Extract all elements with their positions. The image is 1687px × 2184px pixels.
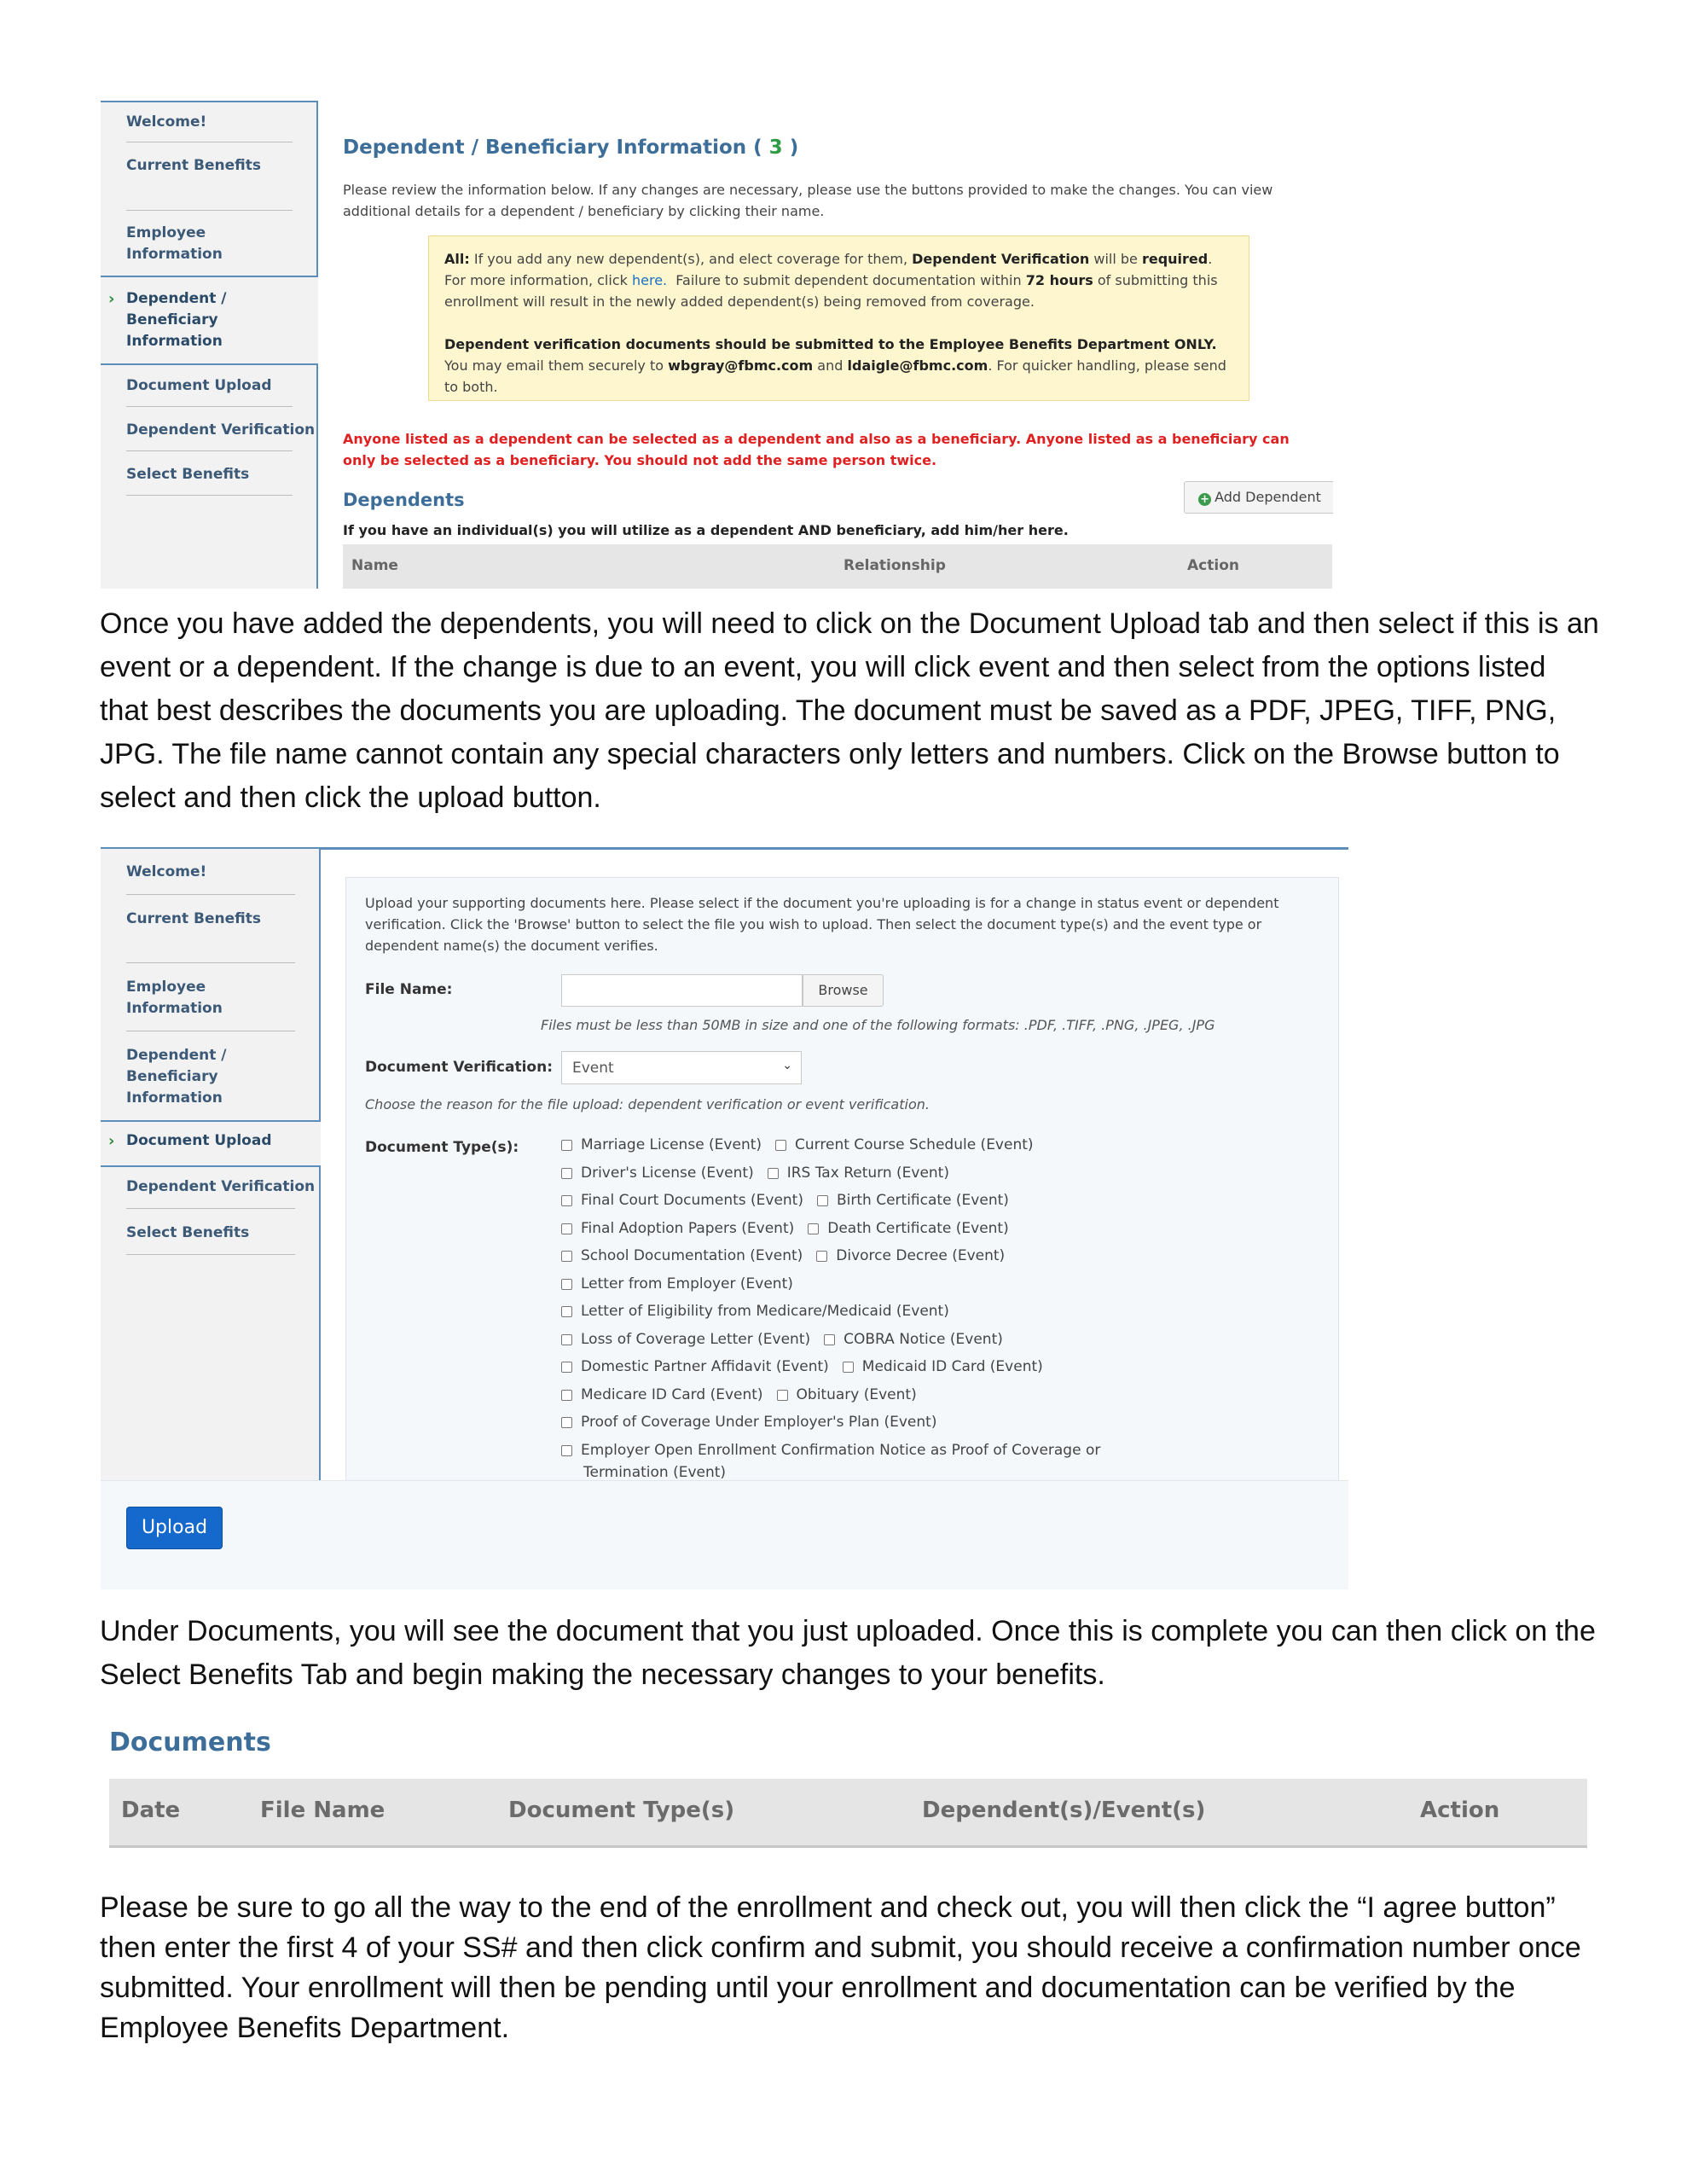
document-type-label: Current Course Schedule (Event) [795, 1136, 1034, 1153]
notice-text: and [817, 357, 844, 374]
column-header-action: Action [1420, 1798, 1500, 1823]
notice-text: If you add any new dependent(s), and elect coverage for them, [473, 251, 908, 267]
checkbox[interactable] [561, 1140, 572, 1151]
notice-bold: required [1141, 251, 1209, 267]
checkbox[interactable] [561, 1195, 572, 1206]
notice-text: . For more information, click [444, 251, 1213, 288]
document-type-option[interactable] [561, 1358, 829, 1375]
document-verification-hint: Choose the reason for the file upload: dependent verification or event verification. [365, 1096, 930, 1112]
document-verification-label: Document Verification: [365, 1059, 554, 1076]
upload-button[interactable]: Upload [126, 1507, 223, 1549]
upload-form-panel [345, 877, 1339, 1480]
sidebar-item-dependent-beneficiary[interactable]: Dependent / Beneficiary Information [126, 290, 227, 350]
sidebar-item-document-upload[interactable]: Document Upload [126, 377, 272, 394]
column-header-date: Date [121, 1798, 181, 1823]
document-type-row [561, 1136, 1047, 1153]
checkbox[interactable] [561, 1306, 572, 1317]
sidebar-item-dependent-beneficiary[interactable]: Dependent / Beneficiary Information [126, 1047, 227, 1107]
notice-paragraph-1 [444, 248, 1233, 312]
document-type-row [561, 1275, 807, 1292]
email-1: wbgray@fbmc.com [668, 357, 814, 374]
document-type-option[interactable] [561, 1442, 1100, 1459]
checkbox[interactable] [561, 1168, 572, 1179]
document-type-option[interactable] [775, 1136, 1034, 1153]
document-upload-screenshot [101, 847, 1348, 1589]
instruction-paragraph-1: Once you have added the dependents, you will need to click on the Document Upload tab and then select if this is an event or a dependent. If the change is due to an event, you will click event and then select from the options listed that best describes the documents you are uploading. The document must be saved as a PDF, JPEG, TIFF, PNG, JPG. The file name cannot contain any special characters only letters and numbers. Click on the Browse button to select and then click the upload button. [100, 607, 1599, 814]
notice-text: You may email them securely to [444, 357, 664, 374]
document-type-label: Proof of Coverage Under Employer's Plan (Event) [581, 1414, 937, 1431]
notice-paragraph-2 [444, 334, 1233, 398]
page-title-text: Dependent / Beneficiary Information ( [343, 136, 762, 159]
checkbox[interactable] [808, 1223, 819, 1234]
document-type-option[interactable] [561, 1386, 763, 1403]
notice-text: Failure to submit dependent documentation within [675, 272, 1022, 288]
sidebar-item-select-benefits[interactable]: Select Benefits [126, 1224, 250, 1241]
email-2: ldaigle@fbmc.com [847, 357, 988, 374]
document-type-option[interactable] [561, 1275, 793, 1292]
column-header-dependents-events: Dependent(s)/Event(s) [922, 1798, 1206, 1823]
column-header-name: Name [351, 557, 398, 574]
divider [126, 1254, 295, 1255]
document-type-option[interactable] [561, 1220, 794, 1237]
dependent-warning: Anyone listed as a dependent can be selected as a dependent and also as a beneficiary. Anyone listed as a beneficiary can only be selected as a beneficiary. You should not add the same person twice. [343, 431, 1290, 468]
document-type-label: Employer Open Enrollment Confirmation Notice as Proof of Coverage or [581, 1441, 1101, 1459]
add-dependent-button[interactable] [1184, 481, 1333, 514]
document-type-row [561, 1247, 1018, 1264]
document-type-label: Obituary (Event) [796, 1385, 917, 1403]
document-type-row [561, 1220, 1023, 1237]
document-type-label: Final Court Documents (Event) [581, 1192, 803, 1209]
checkbox[interactable] [561, 1362, 572, 1373]
document-type-label: Driver's License (Event) [581, 1164, 754, 1182]
document-type-row [561, 1358, 1057, 1375]
document-type-label-continuation: Termination (Event) [583, 1463, 727, 1481]
page-title-close: ) [789, 136, 799, 159]
intro-text: Please review the information below. If any changes are necessary, please use the buttons provided to make the changes. You can view additional details for a dependent / beneficiary by clicking their name. [343, 182, 1273, 219]
sidebar-item-document-upload[interactable]: Document Upload [126, 1132, 272, 1149]
checkbox[interactable] [816, 1251, 827, 1262]
notice-bold: Dependent Verification [912, 251, 1090, 267]
upload-intro: Upload your supporting documents here. Please select if the document you're uploading is for a change in status event or dependent verification. Click the 'Browse' button to select the file you wish to upload. Then select the document type(s) and the event type or dependent name(s) the document verifies. [365, 895, 1279, 954]
column-header-action: Action [1187, 557, 1239, 574]
document-type-option[interactable] [768, 1165, 949, 1182]
divider [126, 894, 295, 895]
file-name-input[interactable] [561, 974, 803, 1007]
document-type-option[interactable] [561, 1414, 936, 1431]
notice-text: . For quicker handling, please send to both. [444, 357, 1226, 395]
document-type-label: Birth Certificate (Event) [837, 1192, 1009, 1209]
document-type-row [561, 1386, 930, 1403]
chevron-right-icon: › [108, 1132, 115, 1150]
checkbox[interactable] [561, 1417, 572, 1428]
document-type-label: Medicaid ID Card (Event) [861, 1358, 1043, 1375]
sidebar-item-welcome[interactable]: Welcome! [126, 863, 207, 880]
documents-title: Documents [109, 1728, 271, 1757]
document-type-option[interactable] [824, 1331, 1003, 1348]
dependent-beneficiary-screenshot [101, 101, 1333, 589]
notice-text: will be [1093, 251, 1138, 267]
document-type-label: Letter of Eligibility from Medicare/Medicaid (Event) [581, 1303, 949, 1320]
document-type-option[interactable] [777, 1386, 917, 1403]
dependent-verification-notice [428, 235, 1249, 401]
documents-table-header [109, 1779, 1587, 1848]
chevron-down-icon: ⌄ [782, 1059, 792, 1072]
checkbox[interactable] [561, 1251, 572, 1262]
column-header-relationship: Relationship [844, 557, 946, 574]
document-type-option[interactable] [843, 1358, 1043, 1375]
notice-bold: Dependent verification documents should be submitted to the Employee Benefits Department ONLY. [444, 336, 1217, 352]
document-type-row [561, 1165, 963, 1182]
sidebar [101, 101, 318, 589]
column-header-document-types: Document Type(s) [508, 1798, 735, 1823]
document-type-option[interactable] [561, 1136, 762, 1153]
dependents-heading: Dependents [343, 490, 465, 510]
sidebar-item-dependent-verification[interactable]: Dependent Verification [126, 421, 316, 439]
instruction-paragraph-2: Under Documents, you will see the document that you just uploaded. Once this is complete you can then click on the Select Benefits Tab and begin making the necessary changes to your benefits. [100, 1615, 1596, 1691]
sidebar-item-current-benefits[interactable]: Current Benefits [126, 157, 261, 174]
document-type-label: Domestic Partner Affidavit (Event) [581, 1358, 829, 1375]
sidebar-item-employee-information[interactable]: Employee Information [126, 979, 223, 1017]
notice-hours: 72 hours [1025, 272, 1093, 288]
dependents-table-header [343, 544, 1332, 589]
document-types-list [561, 1136, 1329, 1481]
divider [126, 495, 293, 496]
document-verification-select[interactable] [561, 1051, 802, 1084]
document-type-option[interactable] [816, 1247, 1005, 1264]
top-border [318, 847, 1348, 850]
document-type-label: Letter from Employer (Event) [581, 1275, 793, 1292]
plus-circle-icon: + [1198, 493, 1211, 506]
page-title [343, 136, 798, 159]
sidebar [101, 847, 321, 1480]
checkbox[interactable] [775, 1140, 786, 1151]
document-type-label: Medicare ID Card (Event) [581, 1385, 763, 1403]
checkbox[interactable] [561, 1334, 572, 1345]
document-types-label: Document Type(s): [365, 1139, 519, 1156]
document-type-label: Final Adoption Papers (Event) [581, 1219, 795, 1237]
checkbox[interactable] [561, 1445, 572, 1456]
divider [126, 406, 293, 407]
document-type-option[interactable] [561, 1192, 803, 1209]
document-type-row [561, 1192, 1023, 1209]
sidebar-item-employee-information[interactable]: Employee Information [126, 224, 223, 263]
document-type-label: Death Certificate (Event) [827, 1219, 1009, 1237]
divider [126, 450, 293, 451]
upload-bar [101, 1480, 1348, 1589]
browse-button[interactable]: Browse [803, 974, 884, 1007]
sidebar-item-current-benefits[interactable]: Current Benefits [126, 910, 261, 927]
document-type-row [561, 1331, 1017, 1348]
column-header-file-name: File Name [260, 1798, 386, 1823]
file-format-hint: Files must be less than 50MB in size and one of the following formats: .PDF, .TIFF, .PNG, .JPEG, .JPG [541, 1017, 1215, 1033]
file-name-label: File Name: [365, 981, 453, 998]
dependents-hint: If you have an individual(s) you will utilize as a dependent AND beneficiary, add him/her here. [343, 522, 1069, 538]
divider [126, 962, 295, 963]
document-type-label: Divorce Decree (Event) [836, 1247, 1006, 1264]
checkbox[interactable] [843, 1362, 854, 1373]
instruction-paragraph-3: Please be sure to go all the way to the end of the enrollment and check out, you will then click the “I agree button” then enter the first 4 of your SS# and then click confirm and submit, you should receive a confirmation number once submitted. Your enrollment will then be pending until your enrollment and documentation can be verified by the Employee Benefits Department. [100, 1891, 1581, 2044]
sidebar-item-select-benefits[interactable]: Select Benefits [126, 466, 250, 483]
document-type-option[interactable] [808, 1220, 1008, 1237]
checkbox[interactable] [561, 1279, 572, 1290]
document-verification-value: Event [572, 1060, 614, 1077]
document-type-label: COBRA Notice (Event) [844, 1330, 1003, 1348]
add-dependent-label: Add Dependent [1215, 489, 1321, 505]
document-type-label: Loss of Coverage Letter (Event) [581, 1330, 811, 1348]
checkbox[interactable] [768, 1168, 779, 1179]
document-type-label: IRS Tax Return (Event) [786, 1164, 949, 1182]
checkbox[interactable] [561, 1223, 572, 1234]
checkbox[interactable] [777, 1390, 788, 1401]
document-type-label: Marriage License (Event) [581, 1136, 762, 1153]
sidebar-item-welcome[interactable]: Welcome! [126, 113, 207, 131]
document-type-option[interactable] [561, 1303, 949, 1320]
document-type-row [561, 1303, 963, 1320]
document-type-label: School Documentation (Event) [581, 1247, 803, 1264]
sidebar-item-dependent-verification[interactable]: Dependent Verification [126, 1178, 316, 1195]
notice-text: of submitting this enrollment will result in the newly added dependent(s) being removed from coverage. [444, 272, 1218, 310]
divider [126, 1208, 295, 1209]
dependent-count: 3 [768, 136, 783, 159]
more-info-link[interactable]: here. [631, 272, 668, 288]
notice-label: All: [444, 251, 470, 267]
document-type-option[interactable] [561, 1247, 803, 1264]
document-type-option[interactable] [817, 1192, 1009, 1209]
document-type-option[interactable] [561, 1165, 754, 1182]
checkbox[interactable] [817, 1195, 828, 1206]
divider [126, 210, 293, 211]
document-type-row [561, 1442, 1114, 1459]
checkbox[interactable] [561, 1390, 572, 1401]
checkbox[interactable] [824, 1334, 835, 1345]
chevron-right-icon: › [108, 290, 115, 308]
document-type-option[interactable] [561, 1331, 810, 1348]
sidebar-box-bottom [101, 1165, 321, 1484]
document-type-row [561, 1414, 950, 1431]
